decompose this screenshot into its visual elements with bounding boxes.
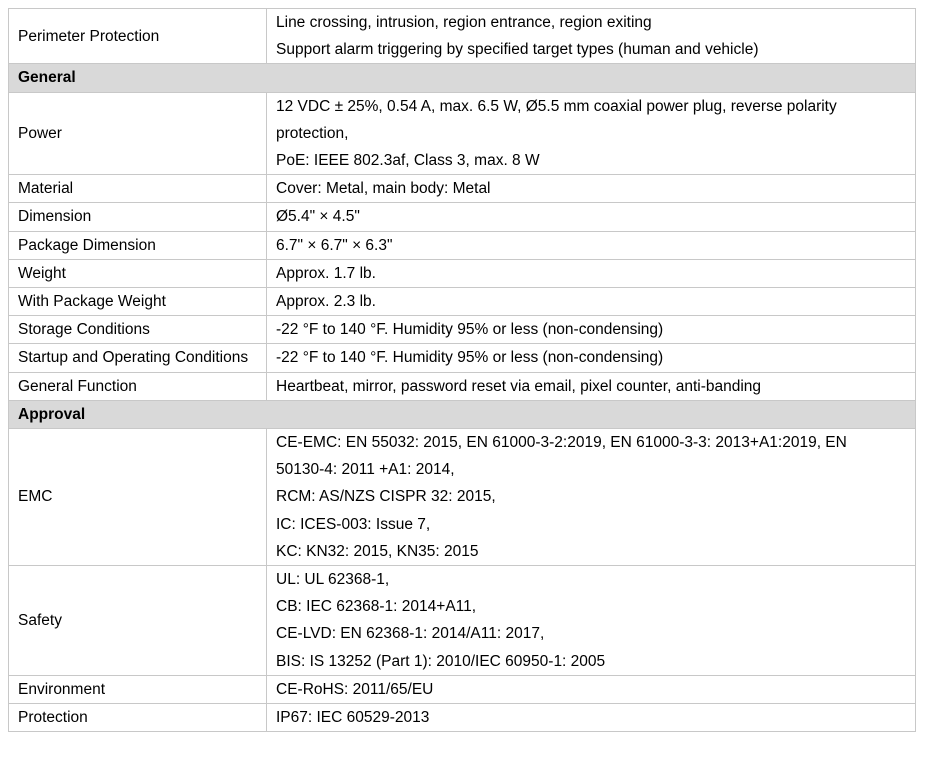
spec-label: Environment	[9, 675, 267, 703]
spec-row-weight	[9, 259, 916, 287]
spec-value	[267, 231, 916, 259]
spec-label: Weight	[9, 259, 267, 287]
spec-value	[267, 566, 916, 676]
spec-label: Package Dimension	[9, 231, 267, 259]
spec-label: Startup and Operating Conditions	[9, 344, 267, 372]
spec-value	[267, 92, 916, 175]
spec-value	[267, 344, 916, 372]
spec-value-line: Approx. 2.3 lb.	[276, 293, 376, 311]
spec-row-power	[9, 92, 916, 175]
spec-label: Safety	[9, 566, 267, 676]
spec-label: Dimension	[9, 203, 267, 231]
spec-value-line: KC: KN32: 2015, KN35: 2015	[276, 542, 479, 560]
spec-table	[8, 8, 916, 732]
spec-label: Protection	[9, 704, 267, 732]
spec-row-startup-and-operating-conditions	[9, 344, 916, 372]
spec-row-with-package-weight	[9, 288, 916, 316]
spec-value	[267, 203, 916, 231]
spec-value	[267, 372, 916, 400]
spec-value-line: -22 °F to 140 °F. Humidity 95% or less (non-condensing)	[276, 321, 664, 339]
spec-value-line: 6.7" × 6.7" × 6.3"	[276, 236, 393, 254]
spec-value-line: -22 °F to 140 °F. Humidity 95% or less (non-condensing)	[276, 349, 664, 367]
spec-value-line: Approx. 1.7 lb.	[276, 264, 376, 282]
spec-value-line: RCM: AS/NZS CISPR 32: 2015,	[276, 488, 496, 506]
spec-row-emc	[9, 429, 916, 566]
spec-label: Material	[9, 175, 267, 203]
spec-value-line: BIS: IS 13252 (Part 1): 2010/IEC 60950-1: 2005	[276, 652, 606, 670]
spec-row-perimeter-protection	[9, 9, 916, 64]
spec-value-line: CE-RoHS: 2011/65/EU	[276, 680, 434, 698]
spec-value-line: Support alarm triggering by specified target types (human and vehicle)	[276, 41, 759, 59]
spec-value	[267, 259, 916, 287]
section-row-general	[9, 64, 916, 92]
spec-value-line: UL: UL 62368-1,	[276, 571, 390, 589]
spec-value	[267, 675, 916, 703]
spec-label: Perimeter Protection	[9, 9, 267, 64]
spec-value-line: CE-LVD: EN 62368-1: 2014/A11: 2017,	[276, 625, 545, 643]
spec-value-line: Cover: Metal, main body: Metal	[276, 180, 491, 198]
spec-row-material	[9, 175, 916, 203]
section-row-approval	[9, 400, 916, 428]
spec-value-line: protection,	[276, 124, 349, 142]
spec-value-line: IP67: IEC 60529-2013	[276, 709, 430, 727]
spec-row-safety	[9, 566, 916, 676]
spec-value	[267, 9, 916, 64]
spec-row-dimension	[9, 203, 916, 231]
spec-value	[267, 704, 916, 732]
spec-label: Power	[9, 92, 267, 175]
spec-label: Storage Conditions	[9, 316, 267, 344]
spec-value-line: CE-EMC: EN 55032: 2015, EN 61000-3-2:2019, EN 61000-3-3: 2013+A1:2019, EN	[276, 434, 847, 452]
spec-value-line: Heartbeat, mirror, password reset via email, pixel counter, anti-banding	[276, 377, 762, 395]
spec-value-line: 12 VDC ± 25%, 0.54 A, max. 6.5 W, Ø5.5 mm coaxial power plug, reverse polarity	[276, 97, 837, 115]
spec-value-line: CB: IEC 62368-1: 2014+A11,	[276, 598, 477, 616]
spec-label: General Function	[9, 372, 267, 400]
section-heading: Approval	[9, 400, 916, 428]
spec-row-environment	[9, 675, 916, 703]
spec-value-line: Line crossing, intrusion, region entrance, region exiting	[276, 14, 652, 31]
spec-value	[267, 288, 916, 316]
spec-table-body	[9, 9, 916, 732]
spec-value	[267, 316, 916, 344]
spec-row-protection	[9, 704, 916, 732]
spec-value-line: PoE: IEEE 802.3af, Class 3, max. 8 W	[276, 152, 540, 170]
spec-row-general-function	[9, 372, 916, 400]
spec-value-line: IC: ICES-003: Issue 7,	[276, 515, 431, 533]
spec-value	[267, 175, 916, 203]
spec-value-line: 50130-4: 2011 +A1: 2014,	[276, 461, 455, 479]
spec-label: EMC	[9, 429, 267, 566]
spec-value-line: Ø5.4" × 4.5"	[276, 208, 360, 226]
spec-row-package-dimension	[9, 231, 916, 259]
spec-row-storage-conditions	[9, 316, 916, 344]
spec-label: With Package Weight	[9, 288, 267, 316]
spec-value	[267, 429, 916, 566]
section-heading: General	[9, 64, 916, 92]
